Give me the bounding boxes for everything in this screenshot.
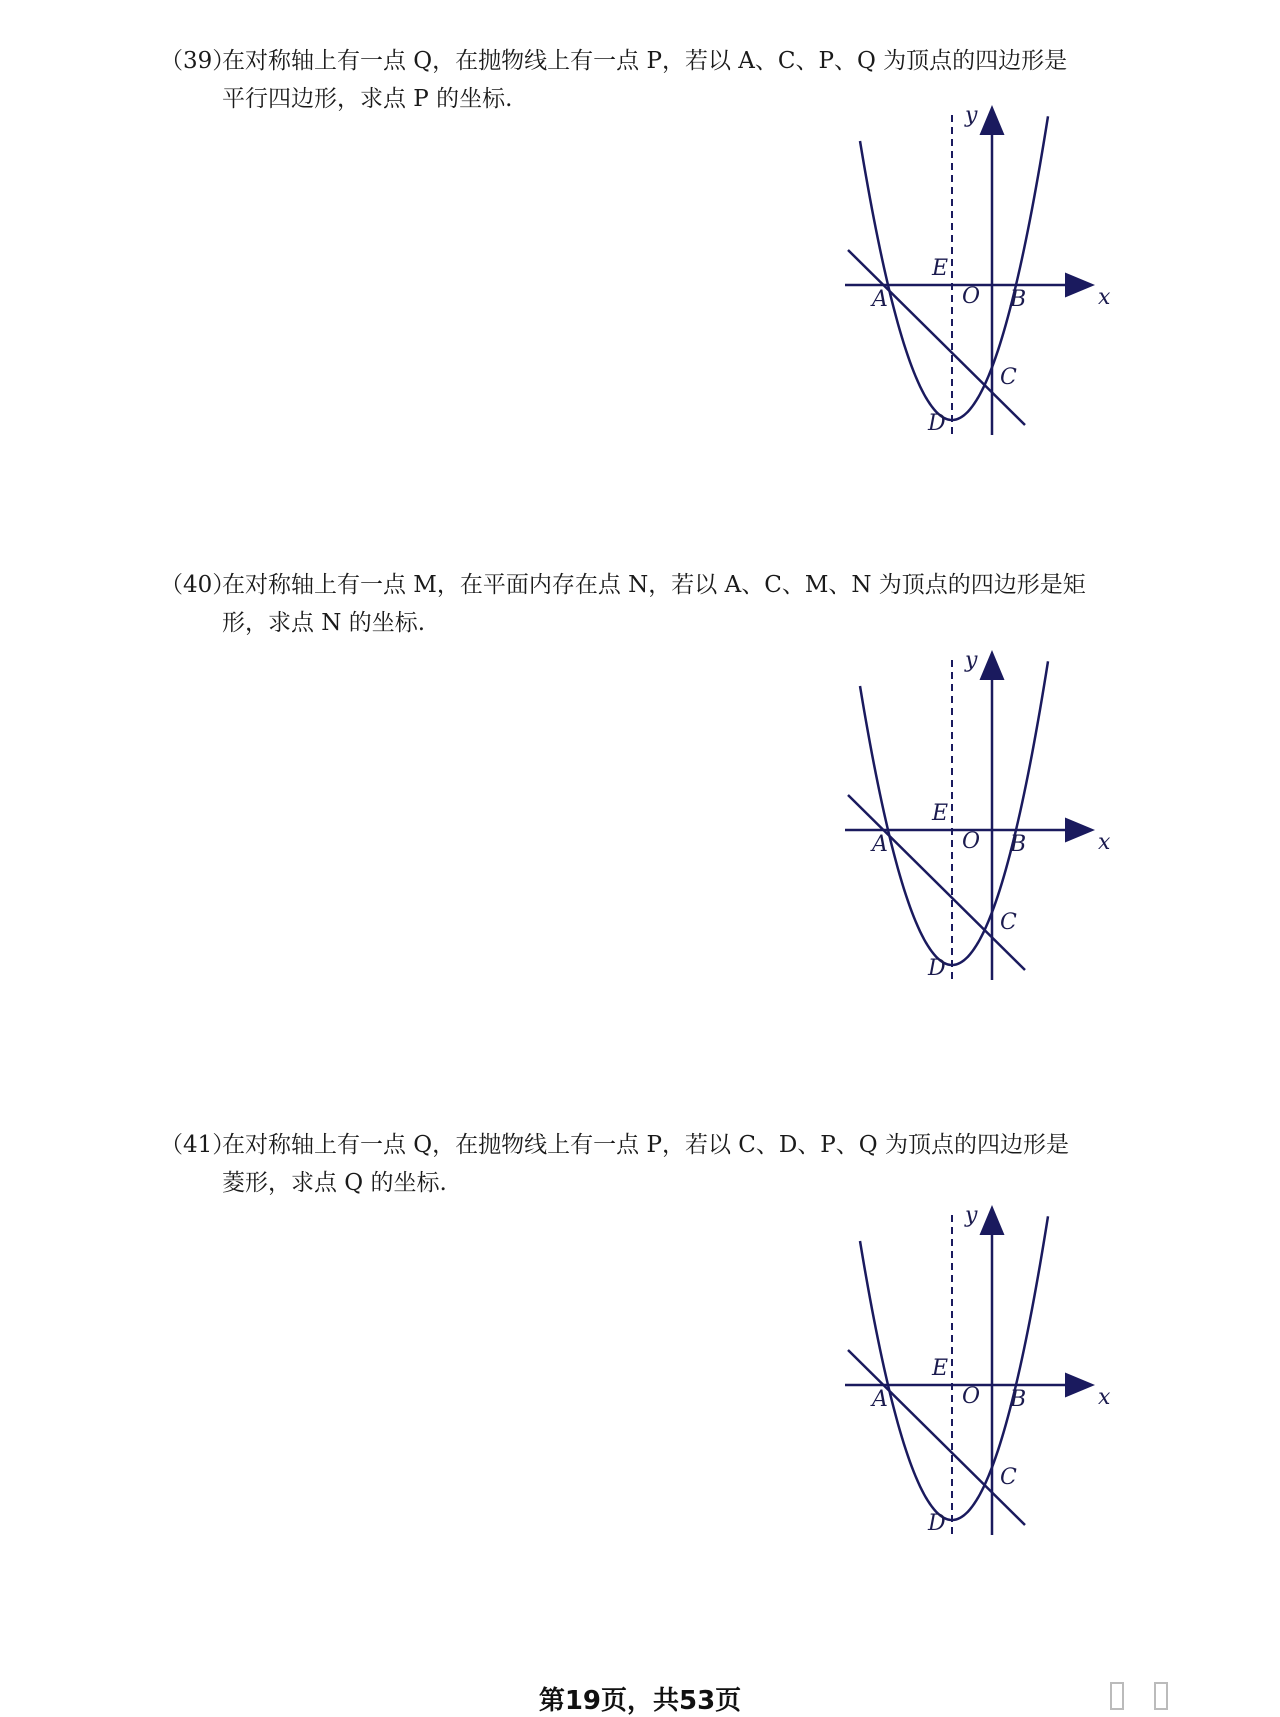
label-x: x	[1098, 285, 1111, 310]
label-O: O	[962, 829, 981, 854]
parabola-curve	[860, 661, 1048, 965]
label-x: x	[1098, 1385, 1111, 1410]
label-O: O	[962, 284, 981, 309]
label-B: B	[1010, 287, 1027, 312]
scrollbar-indicator	[1110, 1682, 1260, 1708]
label-A: A	[872, 287, 888, 312]
problem-text-line1: 在对称轴上有一点 M，在平面内存在点 N，若以 A、C、M、N 为顶点的四边形是矩	[222, 572, 1086, 598]
label-D: D	[928, 956, 946, 981]
parabola-curve	[860, 116, 1048, 420]
label-B: B	[1010, 1387, 1027, 1412]
label-E: E	[932, 256, 949, 281]
problem-text-line1: 在对称轴上有一点 Q，在抛物线上有一点 P，若以 C、D、P、Q 为顶点的四边形是	[222, 1132, 1069, 1158]
problem-text-line1: 在对称轴上有一点 Q，在抛物线上有一点 P，若以 A、C、P、Q 为顶点的四边形是	[222, 48, 1068, 74]
label-D: D	[928, 1511, 946, 1536]
label-x: x	[1098, 830, 1111, 855]
problem-41	[160, 1126, 1160, 1202]
parabola-figure-40	[840, 645, 1130, 990]
label-D: D	[928, 411, 946, 436]
parabola-figure-41	[840, 1200, 1130, 1545]
problem-number: （41）	[160, 1132, 236, 1158]
label-y: y	[965, 1203, 978, 1228]
label-C: C	[1000, 365, 1017, 390]
problem-text-line2: 形，求点 N 的坐标.	[222, 610, 426, 636]
label-E: E	[932, 1356, 949, 1381]
label-y: y	[965, 103, 978, 128]
problem-text-line2: 菱形，求点 Q 的坐标.	[222, 1170, 447, 1196]
label-E: E	[932, 801, 949, 826]
label-C: C	[1000, 1465, 1017, 1490]
label-O: O	[962, 1384, 981, 1409]
parabola-curve	[860, 1216, 1048, 1520]
page-footer: 第19页，共53页	[538, 1686, 742, 1716]
label-y: y	[965, 648, 978, 673]
label-B: B	[1010, 832, 1027, 857]
label-A: A	[872, 1387, 888, 1412]
parabola-figure-39	[840, 100, 1130, 445]
problem-text-line2: 平行四边形，求点 P 的坐标.	[222, 86, 513, 112]
problem-number: （40）	[160, 572, 236, 598]
label-C: C	[1000, 910, 1017, 935]
label-A: A	[872, 832, 888, 857]
problem-40	[160, 566, 1160, 642]
problem-number: （39）	[160, 48, 236, 74]
